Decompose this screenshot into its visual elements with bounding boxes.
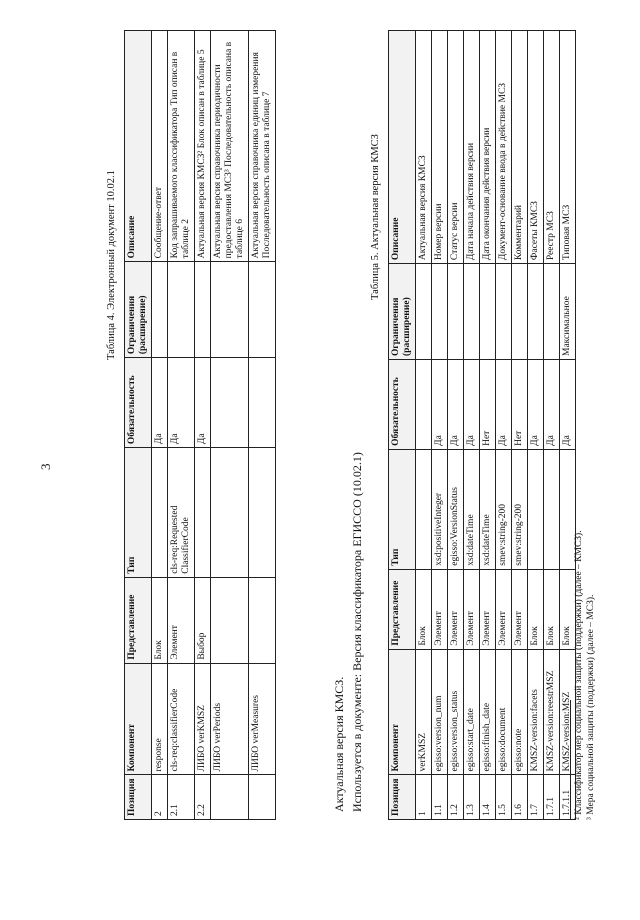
table-cell: verKMSZ — [416, 649, 432, 775]
table-cell: 1.1 — [432, 775, 448, 820]
table-cell: Номер версии — [432, 31, 448, 264]
table4-header-cell: Ограничения (расширение) — [125, 262, 152, 358]
table-cell: Блок — [560, 569, 576, 649]
table-cell: smev:string-200 — [512, 449, 528, 569]
table-cell: Да — [560, 359, 576, 449]
table-cell: Элемент — [168, 577, 195, 663]
page-number: 3 — [38, 463, 53, 470]
table-row — [528, 31, 544, 820]
table-cell: 1.7.1.1 — [560, 775, 576, 820]
table-row — [168, 31, 195, 820]
footnote-divider — [570, 700, 571, 820]
table-cell — [249, 775, 276, 820]
table-cell — [480, 264, 496, 360]
table-cell: egisso:note — [512, 649, 528, 775]
table-row — [211, 31, 249, 820]
table-cell — [416, 264, 432, 360]
table-cell: Максимальное — [560, 264, 576, 360]
table-cell: Элемент — [480, 569, 496, 649]
table5-header-cell: Позиция — [389, 775, 416, 820]
table-cell: Комментарий — [512, 31, 528, 264]
footnote-2: ² Классификатор мер социальной защиты (поддержки) (далее – КМСЗ). — [574, 530, 584, 820]
table-cell: 1.6 — [512, 775, 528, 820]
table-cell: 2 — [152, 775, 168, 820]
table-row — [432, 31, 448, 820]
table-cell: Выбор — [195, 577, 211, 663]
table-cell: response — [152, 663, 168, 775]
table-cell — [211, 775, 249, 820]
table-cell — [512, 264, 528, 360]
table5-header-cell: Ограничения (расширение) — [389, 264, 416, 360]
table-cell: Блок — [416, 569, 432, 649]
table-cell: 1 — [416, 775, 432, 820]
table-cell: Актуальная версия КМСЗ — [416, 31, 432, 264]
table-cell — [528, 264, 544, 360]
table-cell: Код запрашиваемого классификатора Тип описан в таблице 2 — [168, 31, 195, 262]
table-cell — [168, 262, 195, 358]
table-cell: ЛИБО verKMSZ — [195, 663, 211, 775]
table-cell: Сообщение-ответ — [152, 31, 168, 262]
table-cell: Да — [195, 358, 211, 448]
table-cell: xsd:positiveInteger — [432, 449, 448, 569]
table-cell: Элемент — [464, 569, 480, 649]
table-row — [416, 31, 432, 820]
table-cell: Статус версии — [448, 31, 464, 264]
table-cell — [528, 449, 544, 569]
table4-header-cell: Представление — [125, 577, 152, 663]
table-cell — [416, 449, 432, 569]
table-cell: egisso:version_status — [448, 649, 464, 775]
table-cell: Дата окончания действия версии — [480, 31, 496, 264]
table5-header-cell: Обязательность — [389, 359, 416, 449]
table-cell: egisso:start_date — [464, 649, 480, 775]
table-row — [152, 31, 168, 820]
table-cell: 1.4 — [480, 775, 496, 820]
table-cell: Да — [528, 359, 544, 449]
table-cell: Да — [448, 359, 464, 449]
table-row — [480, 31, 496, 820]
table-cell: Элемент — [432, 569, 448, 649]
table-cell: Документ-основание ввода в действие МСЗ — [496, 31, 512, 264]
table-cell: Да — [496, 359, 512, 449]
table-cell: Типовая МСЗ — [560, 31, 576, 264]
table-cell: Блок — [544, 569, 560, 649]
table-cell: ЛИБО verPeriods — [211, 663, 249, 775]
table-cell — [544, 264, 560, 360]
table-cell: smev:string-200 — [496, 449, 512, 569]
table-cell: 1.7.1 — [544, 775, 560, 820]
table-cell: egisso:document — [496, 649, 512, 775]
table-cell: xsd:dateTime — [480, 449, 496, 569]
table-cell — [464, 264, 480, 360]
table-cell: Да — [464, 359, 480, 449]
table-cell — [195, 448, 211, 578]
table-cell: egisso:VersionStatus — [448, 449, 464, 569]
footnote-3: ³ Мера социальной защиты (поддержки) (далее – МСЗ). — [586, 594, 596, 820]
table-cell — [211, 448, 249, 578]
table5-header-cell: Компонент — [389, 649, 416, 775]
table-cell — [152, 448, 168, 578]
table-cell: egisso:finish_date — [480, 649, 496, 775]
table-cell — [249, 448, 276, 578]
table-cell: Актуальная версия справочника единиц измерения Последовательность описана в таблице 7 — [249, 31, 276, 262]
table5-header-cell: Описание — [389, 31, 416, 264]
table4-header-cell: Тип — [125, 448, 152, 578]
table-row — [249, 31, 276, 820]
table4-header-cell: Компонент — [125, 663, 152, 775]
table-cell: Нет — [480, 359, 496, 449]
table4-header-cell: Обязательность — [125, 358, 152, 448]
table-row — [464, 31, 480, 820]
table4-body — [152, 31, 276, 820]
table5-header-cell: Тип — [389, 449, 416, 569]
table-cell: 1.2 — [448, 775, 464, 820]
table5-header-row — [389, 31, 416, 820]
table-cell — [211, 577, 249, 663]
table-cell: cls-req:classifierCode — [168, 663, 195, 775]
table5-body — [416, 31, 576, 820]
table-cell: Актуальная версия КМСЗ² Блок описан в таблице 5 — [195, 31, 211, 262]
table-cell — [249, 262, 276, 358]
table-cell — [211, 262, 249, 358]
table-cell: 2.1 — [168, 775, 195, 820]
table4-header-cell: Описание — [125, 31, 152, 262]
table-cell — [432, 264, 448, 360]
table-row — [195, 31, 211, 820]
table-cell: Да — [168, 358, 195, 448]
table-cell: xsd:dateTime — [464, 449, 480, 569]
table-cell — [496, 264, 512, 360]
table4-caption: Таблица 4. Электронный документ 10.02.1 — [106, 170, 117, 360]
table-cell: Нет — [512, 359, 528, 449]
table-cell: KMSZ-version:reestrMSZ — [544, 649, 560, 775]
table4-header-cell: Позиция — [125, 775, 152, 820]
table-cell: Да — [152, 358, 168, 448]
table-cell: KMSZ-version:facets — [528, 649, 544, 775]
table-cell: Да — [544, 359, 560, 449]
table4 — [124, 30, 276, 820]
table-cell: Актуальная версия справочника периодичности предоставления МСЗ³ Последовательность описана в таблице 6 — [211, 31, 249, 262]
table-cell — [195, 262, 211, 358]
table-cell: Элемент — [496, 569, 512, 649]
table4-header-row — [125, 31, 152, 820]
table-cell — [416, 359, 432, 449]
paragraph-used-in-document: Используется в документе: Версия классификатора ЕГИССО (10.02.1) — [350, 452, 364, 812]
table-cell: Элемент — [512, 569, 528, 649]
table5 — [388, 30, 576, 820]
table-cell: Реестр МСЗ — [544, 31, 560, 264]
table-cell: KMSZ-version:MSZ — [560, 649, 576, 775]
table-cell: Элемент — [448, 569, 464, 649]
table-cell: egisso:version_num — [432, 649, 448, 775]
table-row — [544, 31, 560, 820]
table-cell — [249, 577, 276, 663]
table-cell: 1.3 — [464, 775, 480, 820]
paragraph-actual-version: Актуальная версия КМСЗ. — [332, 676, 346, 812]
table-cell — [544, 449, 560, 569]
table5-header-cell: Представление — [389, 569, 416, 649]
table-cell — [249, 358, 276, 448]
table-row — [496, 31, 512, 820]
table-cell: cls-req:Requested ClassifierCode — [168, 448, 195, 578]
table-cell — [448, 264, 464, 360]
table5-caption: Таблица 5. Актуальная версия КМСЗ — [370, 134, 381, 300]
table-cell: Да — [432, 359, 448, 449]
table-cell: 2.2 — [195, 775, 211, 820]
table-cell: Фасеты КМСЗ — [528, 31, 544, 264]
table-cell — [211, 358, 249, 448]
table-row — [448, 31, 464, 820]
table-cell: Блок — [152, 577, 168, 663]
table-cell — [152, 262, 168, 358]
table-cell: 1.7 — [528, 775, 544, 820]
table-cell: 1.5 — [496, 775, 512, 820]
table-row — [512, 31, 528, 820]
table-cell: Дата начала действия версии — [464, 31, 480, 264]
table-cell: Блок — [528, 569, 544, 649]
table-cell: ЛИБО verMeasures — [249, 663, 276, 775]
